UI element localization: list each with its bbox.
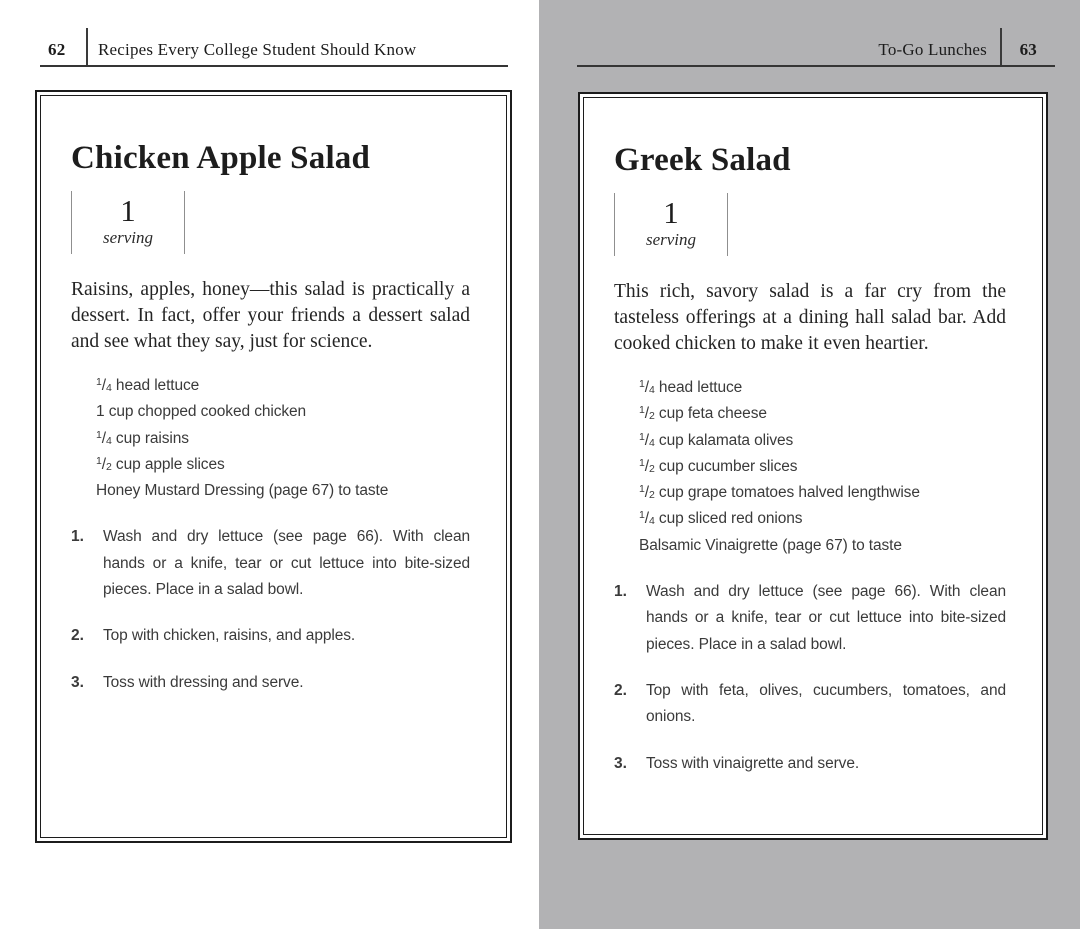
- step-number: 3.: [614, 754, 627, 772]
- step-item: [71, 670, 470, 696]
- step-text: Top with chicken, raisins, and apples.: [103, 627, 356, 645]
- serving-block: [614, 193, 728, 256]
- ingredient-item: 1 cup chopped cooked chicken: [96, 403, 307, 421]
- right-page: [539, 0, 1080, 929]
- recipe-title: Chicken Apple Salad: [71, 140, 371, 176]
- step-item: [71, 524, 470, 603]
- section-title: To-Go Lunches: [878, 40, 987, 59]
- fraction-quantity: $^1/_2$: [639, 404, 655, 423]
- ingredient-item: $^1/_4$ head lettuce: [639, 377, 743, 396]
- step-number: 2.: [614, 681, 627, 699]
- left-page: [0, 0, 539, 929]
- header-separator-rule: [86, 28, 88, 65]
- recipe-intro: Raisins, apples, honey—this salad is practically a dessert. In fact, offer your friends a dessert salad and see what they say, just for science.: [71, 278, 470, 352]
- recipe-card-greek-salad: [578, 92, 1048, 840]
- step-text: Top with feta, olives, cucumbers, tomatoes, and onions.: [646, 681, 1006, 726]
- fraction-quantity: $^1/_2$: [96, 454, 112, 473]
- step-text: Wash and dry lettuce (see page 66). With clean hands or a knife, tear or cut lettuce into bite-sized pieces. Place in a salad bowl.: [646, 583, 1006, 653]
- ingredient-list: [96, 373, 470, 504]
- ingredient-item: Honey Mustard Dressing (page 67) to taste: [96, 482, 389, 500]
- ingredient-item: $^1/_4$ cup sliced red onions: [639, 509, 803, 528]
- ingredient-list: [639, 375, 1006, 559]
- step-item: [71, 623, 470, 649]
- ingredient-item: $^1/_2$ cup grape tomatoes halved lengthwise: [639, 483, 920, 502]
- step-item: [614, 678, 1006, 731]
- serving-label: serving: [645, 230, 697, 250]
- step-number: 3.: [71, 673, 84, 691]
- step-item: [614, 751, 1006, 777]
- step-text: Toss with dressing and serve.: [103, 673, 304, 691]
- header-separator-rule: [1000, 28, 1002, 65]
- recipe-card-inner-frame: [583, 97, 1043, 835]
- step-text: Wash and dry lettuce (see page 66). With clean hands or a knife, tear or cut lettuce into bite-sized pieces. Place in a salad bowl.: [103, 528, 470, 599]
- ingredient-item: $^1/_2$ cup feta cheese: [639, 404, 767, 423]
- recipe-title: Greek Salad: [614, 142, 791, 178]
- fraction-quantity: $^1/_2$: [639, 456, 655, 475]
- recipe-card-inner-frame: [40, 95, 507, 838]
- step-item: [614, 579, 1006, 658]
- fraction-quantity: $^1/_4$: [639, 430, 655, 449]
- recipe-intro: This rich, savory salad is a far cry from the tasteless offerings at a dining hall salad bar. Add cooked chicken to make it even heartier.: [614, 280, 1006, 354]
- fraction-quantity: $^1/_4$: [639, 377, 655, 396]
- step-list: [614, 579, 1006, 777]
- ingredient-item: $^1/_4$ cup kalamata olives: [639, 430, 794, 449]
- serving-block: [71, 191, 185, 254]
- right-page-number: 63: [1019, 40, 1037, 59]
- left-running-head: [40, 28, 508, 67]
- right-running-head: [577, 28, 1055, 67]
- fraction-quantity: $^1/_4$: [96, 428, 112, 447]
- book-title: Recipes Every College Student Should Know: [98, 40, 417, 59]
- serving-count: 1: [120, 192, 136, 228]
- serving-label: serving: [102, 228, 154, 248]
- serving-count: 1: [663, 194, 679, 230]
- step-text: Toss with vinaigrette and serve.: [646, 754, 860, 772]
- ingredient-item: $^1/_2$ cup apple slices: [96, 454, 225, 473]
- ingredient-item: $^1/_4$ cup raisins: [96, 428, 189, 447]
- fraction-quantity: $^1/_4$: [639, 509, 655, 528]
- step-number: 1.: [614, 583, 627, 601]
- step-number: 1.: [71, 528, 84, 546]
- step-number: 2.: [71, 627, 84, 645]
- step-list: [71, 524, 470, 695]
- recipe-card-chicken-apple-salad: [35, 90, 512, 843]
- ingredient-item: $^1/_4$ head lettuce: [96, 375, 200, 394]
- fraction-quantity: $^1/_4$: [96, 375, 112, 394]
- ingredient-item: Balsamic Vinaigrette (page 67) to taste: [639, 536, 902, 554]
- fraction-quantity: $^1/_2$: [639, 483, 655, 502]
- left-page-number: 62: [48, 40, 66, 59]
- ingredient-item: $^1/_2$ cup cucumber slices: [639, 456, 798, 475]
